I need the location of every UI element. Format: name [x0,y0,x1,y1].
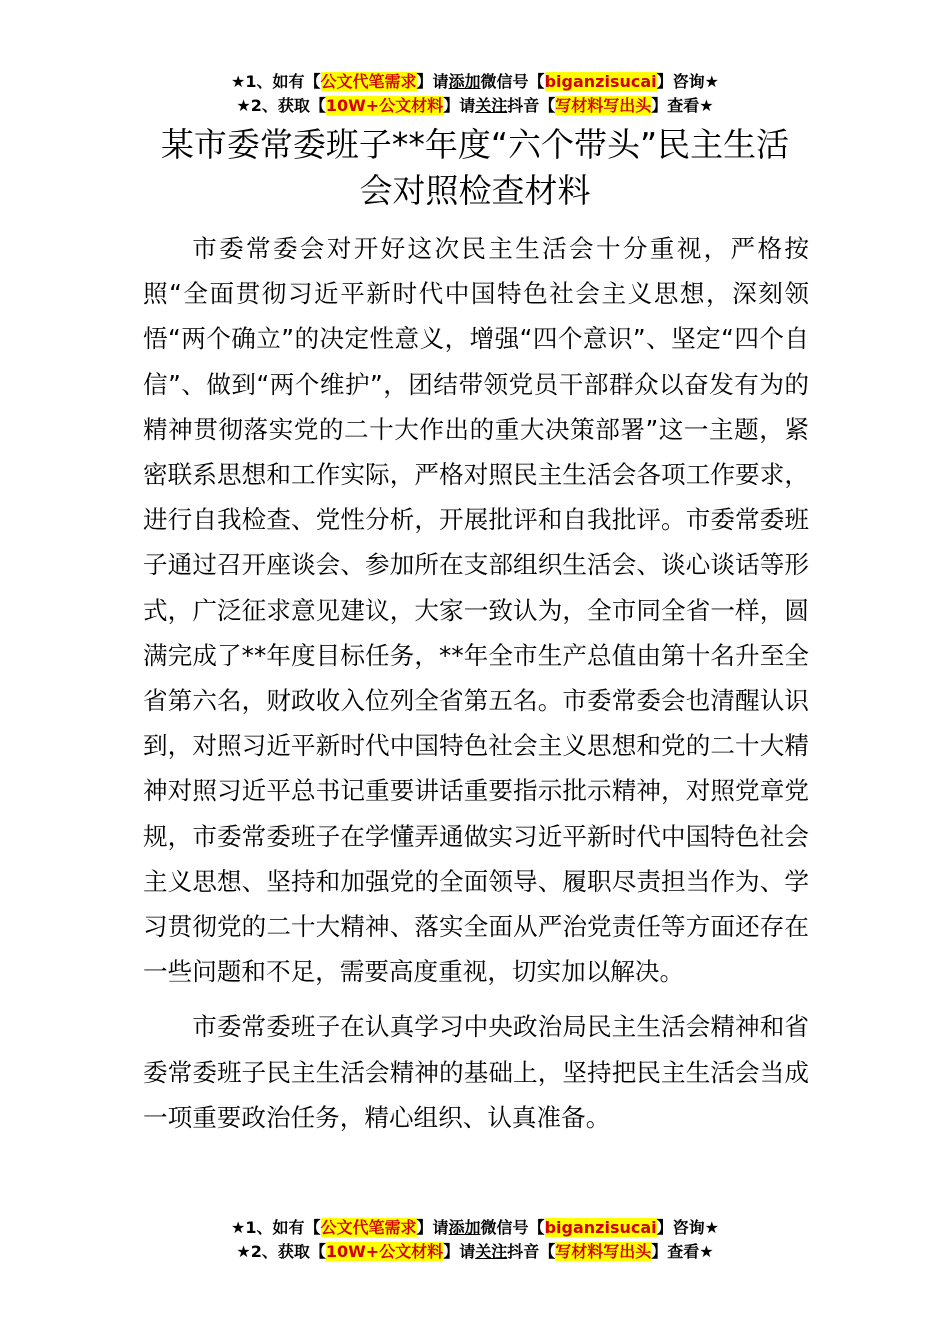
highlight-douyin-id: 写材料写出头 [555,1242,652,1261]
highlight-service-label: 公文代笔需求 [320,1218,417,1237]
paragraph: 市委常委会对开好这次民主生活会十分重视，严格按照“全面贯彻习近平新时代中国特色社会主义思想，深刻领悟“两个确立”的决定性意义，增强“四个意识”、坚定“四个自信”、做到“两个维护”，团结带领党员干部群众以奋发有为的精神贯彻落实党的二十大作出的重大决策部署”这一主题，紧密联系思想和工作实际，严格对照民主生活会各项工作要求，进行自我检查、党性分析，开展批评和自我批评。市委常委班子通过召开座谈会、参加所在支部组织生活会、谈心谈话等形式，广泛征求意见建议，大家一致认为，全市同全省一样，圆满完成了**年度目标任务，**年全市生产总值由第十名升至全省第六名，财政收入位列全省第五名。市委常委会也清醒认识到，对照习近平新时代中国特色社会主义思想和党的二十大精神对照习近平总书记重要讲话重要指示批示精神，对照党章党规，市委常委班子在学懂弄通做实习近平新时代中国特色社会主义思想、坚持和加强党的全面领导、履职尽责担当作为、学习贯彻党的二十大精神、落实全面从严治党责任等方面还存在一些问题和不足，需要高度重视，切实加以解决。 [143,234,809,987]
paragraph: 市委常委班子在认真学习中央政治局民主生活会精神和省委常委班子民主生活会精神的基础上，坚持把民主生活会当成一项重要政治任务，精心组织、认真准备。 [143,1012,809,1132]
footer-banner [0,1216,950,1264]
banner-line-2: ★2、获取【10W+公文材料】请关注抖音【写材料写出头】查看★ [236,96,714,115]
document-title: 某市委常委班子**年度“六个带头”民主生活会对照检查材料 [160,125,790,210]
banner-line-2: ★2、获取【10W+公文材料】请关注抖音【写材料写出头】查看★ [236,1242,714,1261]
highlight-wechat-id: biganzisucai [544,1218,657,1237]
highlight-wechat-id: biganzisucai [544,72,657,91]
header-banner [0,70,950,118]
document-body [143,226,809,1140]
banner-line-1: ★1、如有【公文代笔需求】请添加微信号【biganzisucai】咨询★ [231,1218,719,1237]
banner-line-1: ★1、如有【公文代笔需求】请添加微信号【biganzisucai】咨询★ [231,72,719,91]
highlight-materials-label: 10W+公文材料 [325,1242,444,1261]
highlight-service-label: 公文代笔需求 [320,72,417,91]
highlight-douyin-id: 写材料写出头 [555,96,652,115]
highlight-materials-label: 10W+公文材料 [325,96,444,115]
